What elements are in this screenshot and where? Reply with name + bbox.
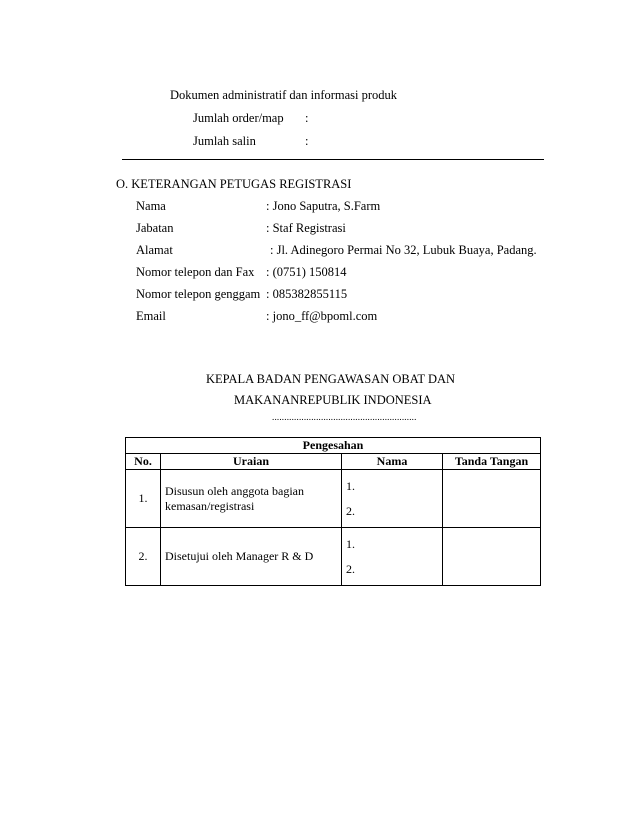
copy-count-label: Jumlah salin <box>193 134 256 148</box>
nama-slot-1: 1. <box>346 478 355 493</box>
row-signature <box>443 528 541 586</box>
horizontal-divider <box>122 159 544 160</box>
nama-slot-2: 2. <box>346 561 355 576</box>
field-value-email: : jono_ff@bpoml.com <box>266 309 378 323</box>
nama-slot-2: 2. <box>346 503 355 518</box>
header-nama: Nama <box>342 454 443 470</box>
field-label-jabatan: Jabatan <box>136 221 174 235</box>
field-label-nama: Nama <box>136 199 166 213</box>
table-row <box>126 528 541 586</box>
header-tanda-tangan: Tanda Tangan <box>443 454 541 470</box>
header-uraian: Uraian <box>161 454 342 470</box>
addressee-line-2: MAKANANREPUBLIK INDONESIA <box>234 393 432 407</box>
addressee-dots: ........................................................... <box>272 412 417 422</box>
order-count-colon: : <box>305 111 309 125</box>
row-uraian: Disusun oleh anggota bagian kemasan/registrasi <box>161 470 342 528</box>
field-value-telepon-genggam: : 085382855115 <box>266 287 348 301</box>
field-value-alamat: : Jl. Adinegoro Permai No 32, Lubuk Buaya, Padang. <box>270 243 537 257</box>
approval-table <box>125 437 541 586</box>
nama-slot-1: 1. <box>346 536 355 551</box>
table-row <box>126 470 541 528</box>
field-label-telepon-fax: Nomor telepon dan Fax <box>136 265 255 279</box>
copy-count-colon: : <box>305 134 309 148</box>
order-count-label: Jumlah order/map <box>193 111 284 125</box>
field-value-jabatan: : Staf Registrasi <box>266 221 346 235</box>
row-nama <box>342 528 443 586</box>
field-label-telepon-genggam: Nomor telepon genggam <box>136 287 261 301</box>
row-nama <box>342 470 443 528</box>
table-title: Pengesahan <box>126 438 541 454</box>
row-number: 1. <box>126 470 161 528</box>
row-signature <box>443 470 541 528</box>
section-heading: O. KETERANGAN PETUGAS REGISTRASI <box>116 177 352 191</box>
addressee-line-1: KEPALA BADAN PENGAWASAN OBAT DAN <box>206 372 456 386</box>
field-label-alamat: Alamat <box>136 243 173 257</box>
field-value-telepon-fax: : (0751) 150814 <box>266 265 347 279</box>
field-label-email: Email <box>136 309 166 323</box>
row-number: 2. <box>126 528 161 586</box>
header-no: No. <box>126 454 161 470</box>
field-value-nama: : Jono Saputra, S.Farm <box>266 199 381 213</box>
row-uraian: Disetujui oleh Manager R & D <box>161 528 342 586</box>
doc-info-line: Dokumen administratif dan informasi produk <box>170 88 398 102</box>
